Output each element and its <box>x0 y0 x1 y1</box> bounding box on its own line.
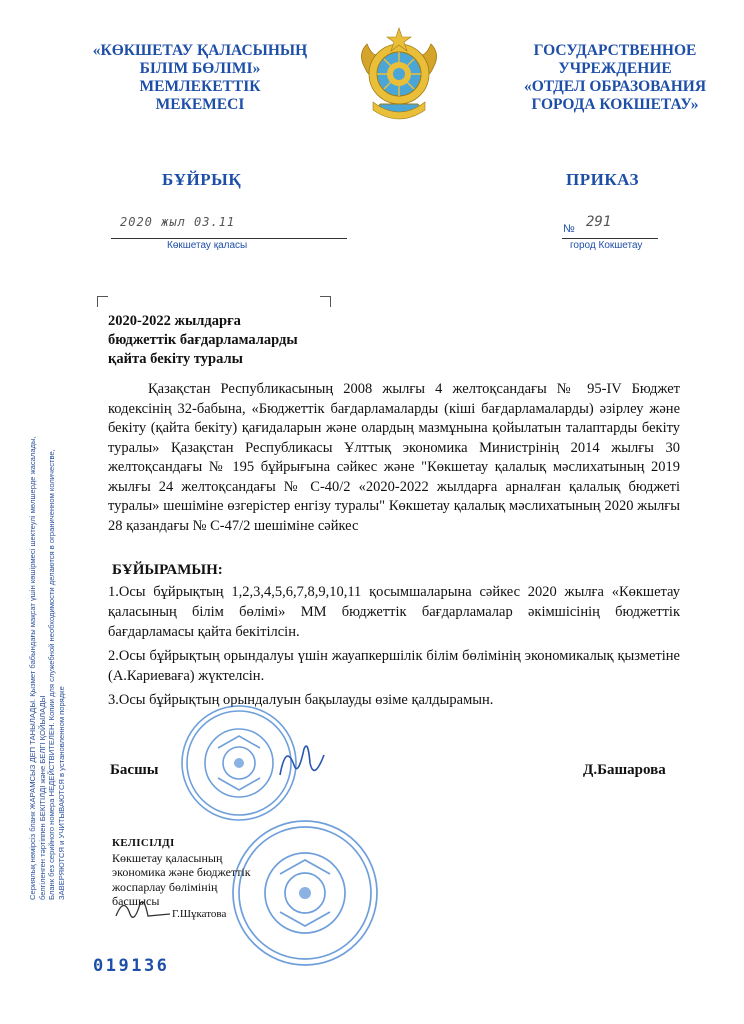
side-note-line: ЗАВЕРЯЮТСЯ и УЧИТЫВАЮТСЯ в установленном порядке <box>56 686 66 900</box>
subject-corner-left <box>97 296 108 307</box>
agreement-line: басшысы <box>112 894 160 908</box>
agreement-signature <box>112 892 172 928</box>
approval-seal-stamp <box>230 810 380 976</box>
state-emblem-icon <box>355 24 443 128</box>
order-point: 3.Осы бұйрықтың орындалуын бақылауды өзіме қалдырамын. <box>108 692 494 708</box>
side-note-line: Сериялық нөмірсіз бланк ЖАРАМСЫЗ ДЕП ТАНЫЛАДЫ. Қызмет бабындағы мақсат үшін көшірмесі шектеулі мөлшерде жасалады, <box>28 436 37 900</box>
agreement-name: Г.Шұкатова <box>172 908 227 920</box>
signature-name: Д.Башарова <box>583 762 666 778</box>
handwritten-date: 2020 жыл 03.11 <box>120 215 236 229</box>
side-note-line: Бланк без серийного номера НЕДЕЙСТВИТЕЛЕН. Копии для служебной необходимости делаются в ограниченном количестве, <box>47 449 56 900</box>
order-title-kz: БҰЙРЫҚ <box>162 170 242 189</box>
side-note-line: белгіленген тәртіппен БЕКІТІЛДІ және БЕЛГІ ҚОЙЫЛАДЫ <box>37 695 47 900</box>
header-left-line: МЕМЛЕКЕТТІК <box>139 78 261 95</box>
command-heading: БҰЙЫРАМЫН: <box>112 562 223 578</box>
director-signature <box>272 735 332 790</box>
signature-position: Басшы <box>110 762 159 778</box>
header-right-org-name <box>500 42 730 114</box>
subject-corner-right <box>320 296 331 307</box>
header-left-line: «КӨКШЕТАУ ҚАЛАСЫНЫҢ <box>92 42 308 59</box>
number-sign: № <box>563 223 575 235</box>
header-right-line: «ОТДЕЛ ОБРАЗОВАНИЯ <box>523 78 707 95</box>
header-left-line: БІЛІМ БӨЛІМІ» <box>139 60 261 77</box>
order-title-ru: ПРИКАЗ <box>566 170 639 189</box>
agreement-line: жоспарлау бөлімінің <box>112 879 218 894</box>
order-point: 2.Осы бұйрықтың орындалуы үшін жауапкершілік білім бөлімінің экономикалық қызметіне (А.Кариеваға) жүктелсін. <box>108 648 680 684</box>
header-right-line: ГОРОДА КОКШЕТАУ» <box>531 96 699 113</box>
serial-number: 019136 <box>93 956 170 976</box>
subject-line: бюджеттік бағдарламаларды <box>108 332 298 348</box>
order-subject <box>108 312 298 369</box>
city-ru-label: город Кокшетау <box>570 240 643 251</box>
header-left-org-name <box>80 42 320 114</box>
agreement-title: КЕЛІСІЛДІ <box>112 837 175 849</box>
order-preamble <box>108 380 680 536</box>
subject-line: 2020-2022 жылдарға <box>108 313 241 329</box>
side-security-note <box>28 340 66 900</box>
order-points <box>108 582 680 714</box>
header-left-line: МЕКЕМЕСІ <box>155 96 245 113</box>
header-right-line: ГОСУДАРСТВЕННОЕ <box>533 42 697 59</box>
agreement-line: Көкшетау қаласының <box>112 850 223 865</box>
city-kz-label: Көкшетау қаласы <box>167 240 248 251</box>
order-point: 1.Осы бұйрықтың 1,2,3,4,5,6,7,8,9,10,11 қосымшаларына сәйкес 2020 жылға «Көкшетау қаласының білім бөлімі» ММ бюджеттік бағдарламалар әкімшісінің бюджеттік бағдарламасы қайта бекітілсін. <box>108 584 680 640</box>
agreement-line: экономика және бюджеттік <box>112 865 251 879</box>
header-right-line: УЧРЕЖДЕНИЕ <box>558 60 672 77</box>
preamble-paragraph: Қазақстан Республикасының 2008 жылғы 4 желтоқсандағы № 95-IV Бюджет кодексінің 32-бабына, «Бюджеттік бағдарламаларды (кіші бағдарламаларды) әзірлеу және бекіту (қайта бекіту) қағидаларын және олардың мазмұнына қойылатын талаптарды бекіту туралы» Қазақстан Республикасы Ұлттық экономика Министрінің 2014 жылғы 30 желтоқсандағы № 195 бұйрығына сәйкес және "Көкшетау қалалық мәслихатының 2019 жылғы 24 желтоқсандағы № С-40/2 «2020-2022 жылдарға арналған қалалық бюджеті туралы» шешіміне өзгерістер енгізу туралы" Көкшетау қалалық мәслихатының 2020 жылғы 28 қазандағы № С-47/2 шешіміне сәйкес <box>108 381 680 534</box>
subject-line: қайта бекіту туралы <box>108 351 243 367</box>
handwritten-order-number: 291 <box>586 214 612 230</box>
